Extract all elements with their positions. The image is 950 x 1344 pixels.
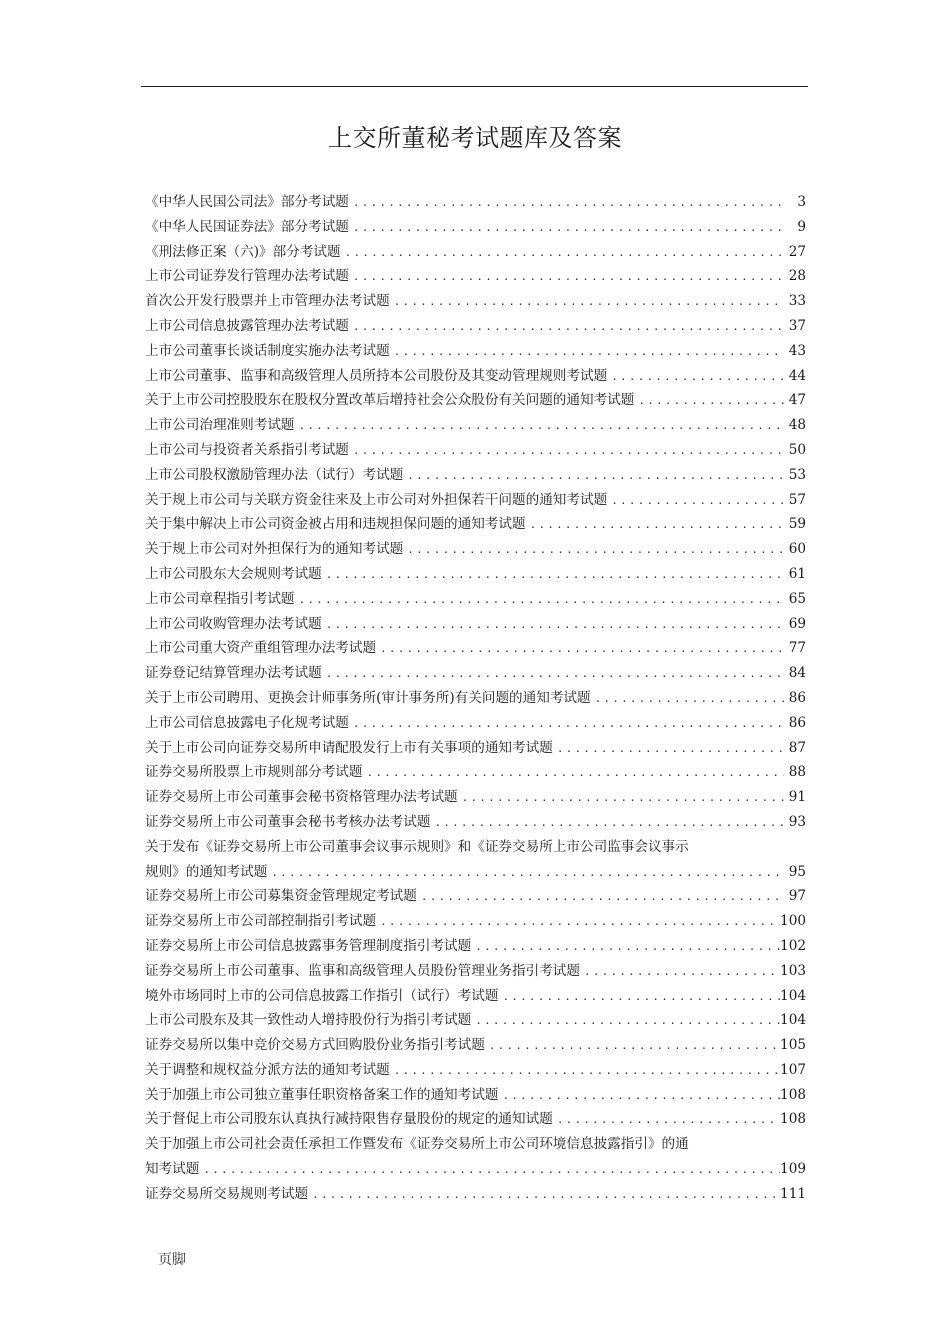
toc-entry[interactable] <box>145 240 806 265</box>
toc-entry[interactable] <box>145 215 806 240</box>
toc-dot-leader <box>403 538 784 562</box>
toc-entry[interactable] <box>145 612 806 637</box>
toc-entry[interactable] <box>145 438 806 463</box>
toc-entry-title: 上市公司信息披露管理办法考试题 <box>145 317 349 334</box>
toc-entry-title: 境外市场同时上市的公司信息披露工作指引（试行）考试题 <box>145 987 499 1004</box>
toc-page-number: 47 <box>788 392 806 409</box>
toc-entry[interactable] <box>145 686 806 711</box>
toc-dot-leader <box>458 786 784 810</box>
toc-entry-title: 《中华人民国公司法》部分考试题 <box>145 194 349 210</box>
toc-entry-title: 上市公司治理准则考试题 <box>145 417 295 434</box>
toc-dot-leader <box>417 885 784 909</box>
toc-entry-title: 关于上市公司向证券交易所申请配股发行上市有关事项的通知考试题 <box>145 739 553 756</box>
toc-page-number: 84 <box>788 665 806 682</box>
toc-entry[interactable] <box>145 488 806 513</box>
toc-dot-leader <box>349 191 784 215</box>
toc-entry-title: 上市公司股权激励管理办法（试行）考试题 <box>145 466 404 483</box>
document-title: 上交所董秘考试题库及答案 <box>328 124 622 152</box>
toc-entry[interactable] <box>145 959 806 984</box>
toc-entry[interactable] <box>145 1008 806 1033</box>
toc-entry-title: 关于规上市公司与关联方资金往来及上市公司对外担保若干问题的通知考试题 <box>145 491 608 508</box>
toc-entry-title: 关于加强上市公司独立董事任职资格备案工作的通知考试题 <box>145 1086 499 1103</box>
toc-entry-title: 上市公司信息披露电子化规考试题 <box>145 714 349 731</box>
toc-dot-leader <box>308 1183 780 1207</box>
toc-dot-leader <box>322 662 784 686</box>
toc-page-number: 69 <box>788 615 806 632</box>
toc-page-number: 33 <box>788 293 806 310</box>
toc-entry[interactable] <box>145 810 806 835</box>
toc-page-number: 102 <box>780 937 806 954</box>
toc-entry[interactable] <box>145 388 806 413</box>
toc-page-number: 108 <box>780 1111 806 1128</box>
toc-entry[interactable] <box>145 190 806 215</box>
toc-page-number: 61 <box>788 565 806 582</box>
toc-dot-leader <box>199 1158 780 1182</box>
toc-page-number: 48 <box>788 417 806 434</box>
toc-entry-title: 知考试题 <box>145 1161 200 1178</box>
toc-entry-title: 上市公司重大资产重组管理办法考试题 <box>145 640 377 657</box>
toc-entry-title: 证券登记结算管理办法考试题 <box>145 665 322 682</box>
toc-entry-title: 关于规上市公司对外担保行为的通知考试题 <box>145 541 404 558</box>
toc-page-number: 50 <box>788 441 806 458</box>
toc-entry-title: 证券交易所上市公司募集资金管理规定考试题 <box>145 888 417 905</box>
toc-dot-leader <box>349 712 784 736</box>
toc-entry[interactable] <box>145 314 806 339</box>
toc-dot-leader <box>267 861 784 885</box>
toc-page-number: 95 <box>788 863 806 880</box>
toc-entry[interactable] <box>145 736 806 761</box>
toc-dot-leader <box>390 340 784 364</box>
toc-entry[interactable] <box>145 934 806 959</box>
toc-dot-leader <box>471 935 780 959</box>
toc-dot-leader <box>349 439 784 463</box>
toc-page-number: 105 <box>780 1037 806 1054</box>
toc-dot-leader <box>471 1009 780 1033</box>
toc-entry[interactable] <box>145 537 806 562</box>
toc-dot-leader <box>295 588 784 612</box>
toc-entry[interactable] <box>145 413 806 438</box>
toc-dot-leader <box>634 389 784 413</box>
toc-entry[interactable] <box>145 1033 806 1058</box>
toc-dot-leader <box>607 489 784 513</box>
toc-dot-leader <box>390 290 784 314</box>
toc-entry-title: 证券交易所上市公司部控制指引考试题 <box>145 913 377 930</box>
toc-dot-leader <box>322 563 784 587</box>
toc-entry[interactable] <box>145 1182 806 1207</box>
toc-entry-title: 上市公司董事、监事和高级管理人员所持本公司股份及其变动管理规则考试题 <box>145 367 608 384</box>
toc-entry-title: 《中华人民国证券法》部分考试题 <box>145 218 349 235</box>
toc-page-number: 88 <box>788 764 806 781</box>
toc-page-number: 3 <box>797 194 806 210</box>
toc-entry[interactable] <box>145 860 806 885</box>
toc-entry-title: 证券交易所股票上市规则部分考试题 <box>145 764 363 781</box>
toc-entry[interactable] <box>145 364 806 389</box>
toc-page-number: 109 <box>780 1161 806 1178</box>
toc-entry[interactable] <box>145 512 806 537</box>
toc-dot-leader <box>376 910 780 934</box>
toc-page-number: 111 <box>780 1185 806 1202</box>
toc-entry[interactable] <box>145 884 806 909</box>
toc-dot-leader <box>363 761 785 785</box>
toc-dot-leader <box>349 265 784 289</box>
toc-page-number: 97 <box>788 888 806 905</box>
toc-page-number: 9 <box>797 218 806 235</box>
toc-entry[interactable] <box>145 264 806 289</box>
toc-entry-title: 证券交易所上市公司董事会秘书考核办法考试题 <box>145 813 431 830</box>
toc-dot-leader <box>430 811 784 835</box>
toc-entry-title: 上市公司证券发行管理办法考试题 <box>145 268 349 285</box>
toc-page-number: 28 <box>788 268 806 285</box>
toc-page-number: 91 <box>788 789 806 806</box>
toc-entry-title: 关于督促上市公司股东认真执行减持限售存量股份的规定的通知试题 <box>145 1111 553 1128</box>
toc-dot-leader <box>322 613 784 637</box>
toc-entry-title: 关于上市公司控股股东在股权分置改革后增持社会公众股份有关问题的通知考试题 <box>145 392 635 409</box>
toc-entry[interactable] <box>145 785 806 810</box>
toc-entry-title: 证券交易所交易规则考试题 <box>145 1185 309 1202</box>
toc-entry-title: 关于调整和规权益分派方法的通知考试题 <box>145 1061 390 1078</box>
toc-entry[interactable] <box>145 1083 806 1108</box>
toc-entry-title: 关于发布《证券交易所上市公司董事会议事示规则》和《证券交易所上市公司监事会议事示 <box>145 838 689 855</box>
toc-entry-title: 证券交易所上市公司董事、监事和高级管理人员股份管理业务指引考试题 <box>145 962 580 979</box>
toc-dot-leader <box>498 985 780 1009</box>
toc-page-number: 43 <box>788 342 806 359</box>
toc-dot-leader <box>498 1084 780 1108</box>
toc-entry-title: 规则》的通知考试题 <box>145 863 268 880</box>
toc-entry-line[interactable] <box>145 1132 806 1157</box>
toc-entry[interactable] <box>145 1157 806 1182</box>
toc-dot-leader <box>553 1108 780 1132</box>
toc-page-number: 100 <box>780 913 806 930</box>
toc-dot-leader <box>376 637 784 661</box>
table-of-contents <box>145 190 806 1207</box>
toc-entry[interactable] <box>145 1058 806 1083</box>
toc-page-number: 104 <box>780 1012 806 1029</box>
toc-dot-leader <box>349 216 784 240</box>
toc-entry[interactable] <box>145 562 806 587</box>
toc-entry-line[interactable] <box>145 835 806 860</box>
toc-dot-leader <box>295 414 784 438</box>
toc-page-number: 57 <box>788 491 806 508</box>
toc-entry[interactable] <box>145 984 806 1009</box>
toc-entry-title: 证券交易所上市公司董事会秘书资格管理办法考试题 <box>145 789 458 806</box>
toc-entry[interactable] <box>145 587 806 612</box>
header-rule <box>141 86 808 87</box>
toc-entry[interactable] <box>145 1107 806 1132</box>
toc-page-number: 44 <box>788 367 806 384</box>
toc-entry[interactable] <box>145 661 806 686</box>
toc-page-number: 103 <box>780 962 806 979</box>
toc-page-number: 77 <box>788 640 806 657</box>
toc-page-number: 93 <box>788 813 806 830</box>
toc-entry-title: 上市公司章程指引考试题 <box>145 590 295 607</box>
toc-entry-title: 《刑法修正案（六)》部分考试题 <box>145 243 341 260</box>
toc-page-number: 87 <box>788 739 806 756</box>
toc-page-number: 53 <box>788 466 806 483</box>
toc-entry-title: 关于上市公司聘用、更换会计师事务所(审计事务所)有关问题的通知考试题 <box>145 689 591 706</box>
toc-entry-title: 关于集中解决上市公司资金被占用和违规担保问题的通知考试题 <box>145 516 526 533</box>
toc-entry-title: 证券交易所以集中竞价交易方式回购股份业务指引考试题 <box>145 1037 485 1054</box>
toc-dot-leader <box>485 1034 780 1058</box>
toc-entry-title: 上市公司收购管理办法考试题 <box>145 615 322 632</box>
toc-page-number: 108 <box>780 1086 806 1103</box>
toc-page-number: 104 <box>780 987 806 1004</box>
toc-entry[interactable] <box>145 636 806 661</box>
page-footer: 页脚 <box>158 1252 186 1268</box>
toc-entry-title: 关于加强上市公司社会责任承担工作暨发布《证券交易所上市公司环境信息披露指引》的通 <box>145 1136 689 1153</box>
toc-dot-leader <box>341 241 784 265</box>
toc-page-number: 86 <box>788 689 806 706</box>
toc-dot-leader <box>349 315 784 339</box>
toc-page-number: 86 <box>788 714 806 731</box>
toc-page-number: 107 <box>780 1061 806 1078</box>
toc-entry-title: 上市公司股东及其一致性动人增持股份行为指引考试题 <box>145 1012 472 1029</box>
toc-dot-leader <box>580 960 780 984</box>
toc-dot-leader <box>403 464 784 488</box>
toc-entry[interactable] <box>145 289 806 314</box>
toc-entry[interactable] <box>145 711 806 736</box>
toc-page-number: 37 <box>788 317 806 334</box>
toc-entry-title: 上市公司与投资者关系指引考试题 <box>145 441 349 458</box>
toc-page-number: 27 <box>788 243 806 260</box>
toc-page-number: 60 <box>788 541 806 558</box>
toc-entry-title: 上市公司股东大会规则考试题 <box>145 565 322 582</box>
toc-entry[interactable] <box>145 463 806 488</box>
toc-page-number: 59 <box>788 516 806 533</box>
toc-entry[interactable] <box>145 339 806 364</box>
toc-entry-title: 上市公司董事长谈话制度实施办法考试题 <box>145 342 390 359</box>
toc-entry-title: 首次公开发行股票并上市管理办法考试题 <box>145 293 390 310</box>
toc-page-number: 65 <box>788 590 806 607</box>
toc-dot-leader <box>526 513 784 537</box>
toc-dot-leader <box>390 1059 780 1083</box>
toc-entry-title: 证券交易所上市公司信息披露事务管理制度指引考试题 <box>145 937 472 954</box>
toc-entry[interactable] <box>145 909 806 934</box>
toc-dot-leader <box>591 687 784 711</box>
toc-entry[interactable] <box>145 760 806 785</box>
toc-dot-leader <box>607 365 784 389</box>
toc-dot-leader <box>553 737 784 761</box>
